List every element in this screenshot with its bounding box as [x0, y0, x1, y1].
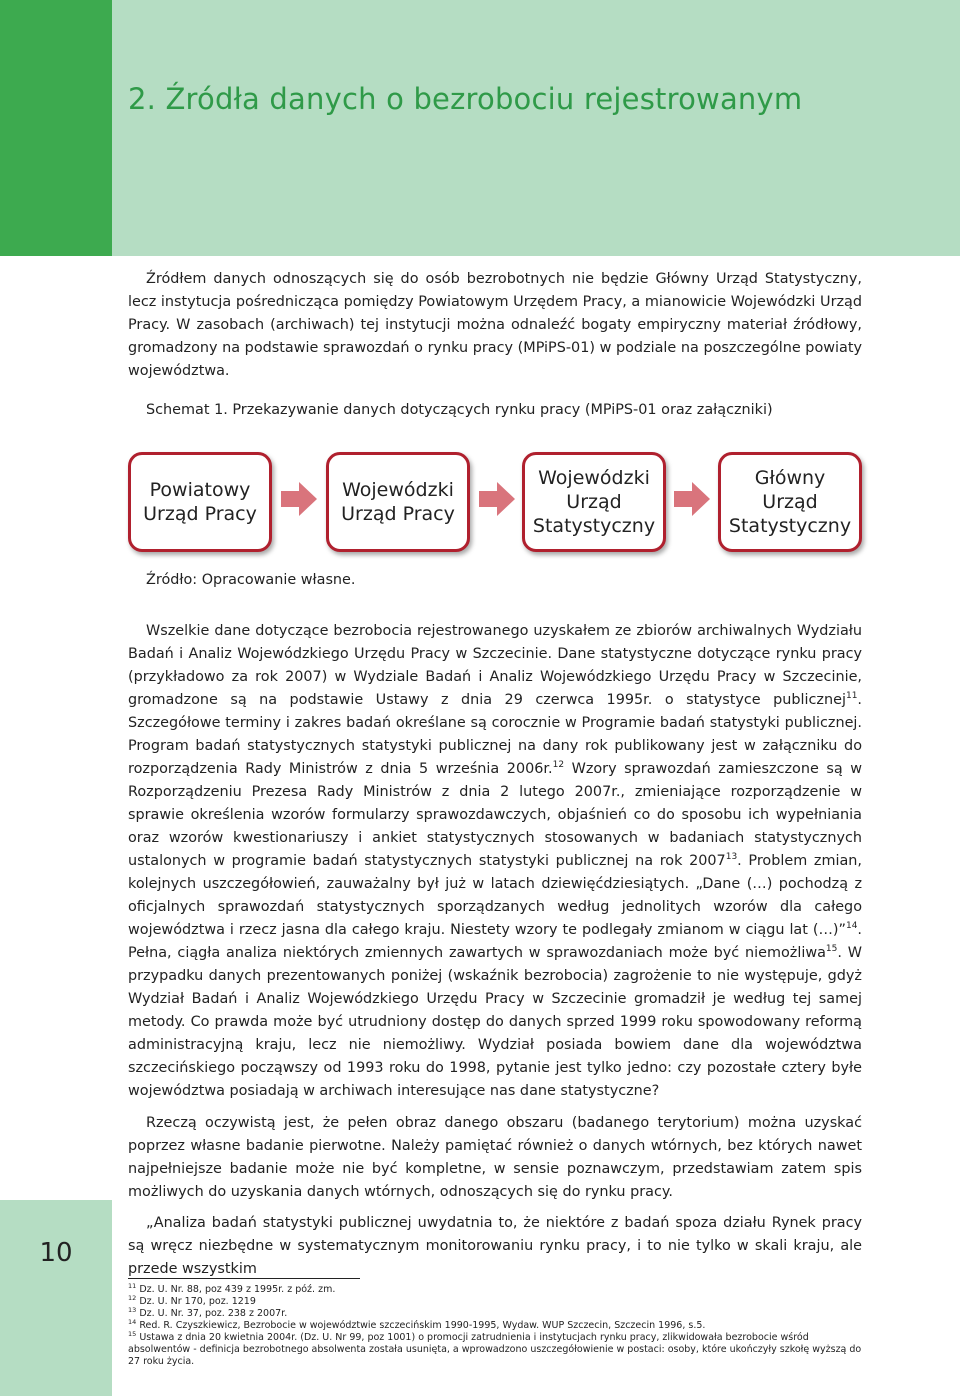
- schema-caption: Schemat 1. Przekazywanie danych dotyczących rynku pracy (MPiPS-01 oraz załączniki): [146, 402, 773, 418]
- main-paragraph-text: . Pełna, ciągła analiza niektórych zmiennych zawartych w sprawozdaniach może być niemożliwa: [128, 922, 862, 961]
- flow-diagram: [128, 452, 862, 552]
- main-paragraph-text: Wzory sprawozdań zamieszczone są w Rozporządzeniu Prezesa Rady Ministrów z dnia 2 lutego 2007r., zmieniające rozporządzenie w sprawie określenia wzorów formularzy sprawozdawczych, objaśnień co do sposobu ich wypełniania oraz wzorów kwestionariuszy i ankiet statystycznych stosowanych w badaniach statystycznych ustalonych w programie badań statystycznych statystyki publicznej na rok 2007: [128, 761, 862, 869]
- footnote-text: Red. R. Czyszkiewicz, Bezrobocie w województwie szczecińskim 1990-1995, Wydaw. WUP Szczecin, Szczecin 1996, s.5.: [139, 1320, 706, 1331]
- footnote-number: 15: [128, 1329, 137, 1338]
- main-paragraph: [128, 620, 862, 1103]
- footnote-13: [128, 1305, 868, 1320]
- footnote-11: [128, 1281, 868, 1296]
- main-paragraph-text: . Szczegółowe terminy i zakres badań określane są corocznie w Programie badań statystyki publicznej. Program badań statystycznych statystyki publicznej na dany rok publikowany jest w załączniku do rozporządzenia Rady Ministrów z dnia 5 września 2006r.: [128, 692, 862, 777]
- footnote-number: 14: [128, 1317, 137, 1326]
- footnote-12: [128, 1293, 868, 1308]
- page-number: 10: [39, 1238, 73, 1268]
- footnotes: [128, 1281, 868, 1368]
- footnote-text: Dz. U. Nr. 88, poz 439 z 1995r. z póź. zm.: [139, 1284, 336, 1295]
- footnote-ref: 15: [825, 944, 838, 955]
- header-band: [112, 0, 960, 256]
- page-number-tab: [0, 1200, 112, 1396]
- flow-box-powiatowy: Powiatowy Urząd Pracy: [128, 452, 272, 552]
- source-note: Źródło: Opracowanie własne.: [146, 572, 356, 588]
- main-paragraph-text: Wszelkie dane dotyczące bezrobocia rejestrowanego uzyskałem ze zbiorów archiwalnych Wydziału Badań i Analiz Wojewódzkiego Urzędu Pracy w Szczecinie. Dane statystyczne dotyczące rynku pracy (przykładowo za rok 2007) w Wydziale Badań i Analiz Wojewódzkiego Urzędu Pracy w Szczecinie, gromadzone są na podstawie Ustawy z dnia 29 czerwca 1995r. o statystyce publicznej: [128, 623, 862, 708]
- footnote-text: Dz. U. Nr. 37, poz. 238 z 2007r.: [139, 1308, 288, 1319]
- footnote-ref: 14: [845, 921, 858, 932]
- flow-arrow-icon: [674, 482, 710, 516]
- footnote-rule: [128, 1278, 360, 1279]
- intro-paragraph: Źródłem danych odnoszących się do osób bezrobotnych nie będzie Główny Urząd Statystyczny, lecz instytucja pośrednicząca pomiędzy Powiatowym Urzędem Pracy, a mianowicie Wojewódzki Urząd Pracy. W zasobach (archiwach) tej instytucji można odnaleźć bogaty empiryczny materiał źródłowy, gromadzony na podstawie sprawozdań o rynku pracy (MPiPS-01) w podziale na poszczególne powiaty województwa.: [128, 271, 862, 379]
- footnote-text: Ustawa z dnia 20 kwietnia 2004r. (Dz. U. Nr 99, poz 1001) o promocji zatrudnienia i instytucjach rynku pracy, zlikwidowała bezrobocie wśród absolwentów - definicja bezrobotnego absolwenta została usunięta, a wprowadzono uszczegółowienie w postaci: osoby, które ukończyły szkołę wyższą do 27 roku życia.: [128, 1332, 862, 1367]
- chapter-title: 2. Źródła danych o bezrobociu rejestrowanym: [128, 82, 803, 116]
- footnote-number: 12: [128, 1293, 137, 1302]
- main-paragraph-text: . W przypadku danych prezentowanych poniżej (wskaźnik bezrobocia) zagrożenie to nie występuje, gdyż Wydział Badań i Analiz Wojewódzkiego Urzędu Pracy w Szczecinie gromadził je według tej samej metody. Co prawda może być utrudniony dostęp do danych sprzed 1999 roku spowodowany reformą administracyjną kraju, lecz nie niemożliwy. Wydział posiada bowiem dane dla województwa szczecińskiego począwszy od 1993 roku do 1998, pytanie jest tylko jedno: czy pozostałe cztery byłe województwa posiadają w archiwach interesujące nas dane statystyczne?: [128, 945, 862, 1099]
- footnote-text: Dz. U. Nr 170, poz. 1219: [139, 1296, 256, 1307]
- flow-arrow-icon: [479, 482, 515, 516]
- paragraph-quote: „Analiza badań statystyki publicznej uwydatnia to, że niektóre z badań spoza działu Rynek pracy są wręcz niezbędne w systematycznym monitorowaniu rynku pracy, i to nie tylko w skali kraju, ale przede wszystkim: [128, 1215, 862, 1277]
- flow-arrow-icon: [281, 482, 317, 516]
- chapter-color-tab: [0, 0, 112, 256]
- paragraph-primary-research: Rzeczą oczywistą jest, że pełen obraz danego obszaru (badanego terytorium) można uzyskać poprzez własne badanie pierwotne. Należy pamiętać również o danych wtórnych, bez których nawet najpełniejsze badanie może nie być kompletne, w sensie poznawczym, przedstawiam zatem spis możliwych do uzyskania danych wtórnych, odnoszących się do rynku pracy.: [128, 1115, 862, 1200]
- flow-box-glowny-us: Główny Urząd Statystyczny: [718, 452, 862, 552]
- footnote-ref: 11: [845, 691, 858, 702]
- footnote-15: [128, 1329, 868, 1368]
- flow-box-wojewodzki-us: Wojewódzki Urząd Statystyczny: [522, 452, 666, 552]
- footnote-number: 11: [128, 1281, 137, 1290]
- flow-box-wojewodzki-up: Wojewódzki Urząd Pracy: [326, 452, 470, 552]
- footnote-number: 13: [128, 1305, 137, 1314]
- footnote-ref: 12: [552, 760, 565, 771]
- footnote-ref: 13: [725, 852, 738, 863]
- footnote-14: [128, 1317, 868, 1332]
- main-paragraph-text: . Problem zmian, kolejnych uszczegółowień, zauważalny był już w latach dziewięćdziesiątych. „Dane (…) pochodzą z oficjalnych sprawozdań statystycznych sporządzanych według jednolitych wzorów dla całego województwa i rzecz jasna dla całego kraju. Niestety wzory te podlegały zmianom w ciągu lat (…)”: [128, 853, 862, 938]
